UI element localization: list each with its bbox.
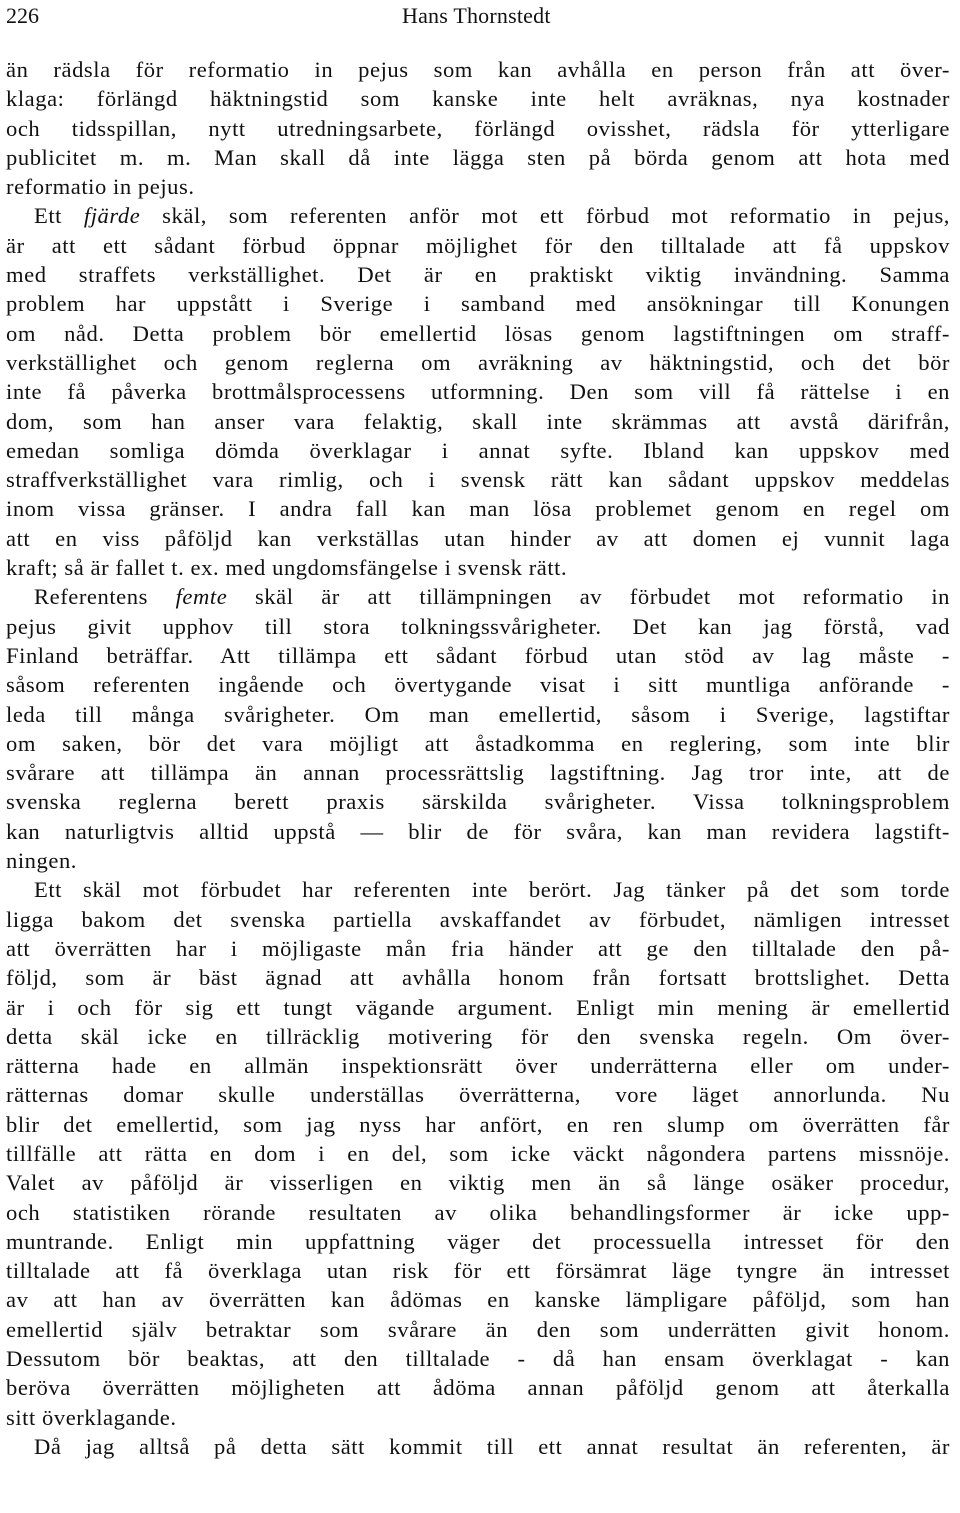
text-line: tilltalade att få överklaga utan risk för ett försämrat läge tyngre än intresset bbox=[6, 1258, 950, 1284]
text-line: såsom referenten ingående och övertygande visat i sitt muntliga anförande - bbox=[6, 672, 950, 698]
text-line: att en viss påföljd kan verkställas utan hinder av att domen ej vunnit laga bbox=[6, 525, 950, 551]
text-line: pejus givit upphov till stora tolkningssvårigheter. Det kan jag förstå, vad bbox=[6, 613, 950, 639]
text-line: inom vissa gränser. I andra fall kan man lösa problemet genom en regel om bbox=[6, 496, 950, 522]
text-line: sitt överklagande. bbox=[6, 1404, 177, 1430]
text-line: straffverkställighet vara rimlig, och i svensk rätt kan sådant uppskov meddelas bbox=[6, 467, 950, 493]
paragraph bbox=[6, 201, 950, 582]
text-line: och statistiken rörande resultaten av olika behandlingsformer är icke upp- bbox=[6, 1199, 950, 1225]
text-line: är att ett sådant förbud öppnar möjlighet för den tilltalade att få uppskov bbox=[6, 232, 950, 258]
paragraph bbox=[6, 875, 950, 1432]
text-line: reformatio in pejus. bbox=[6, 174, 195, 200]
text-line: följd, som är bäst ägnad att avhålla honom från fortsatt brottslighet. Detta bbox=[6, 965, 950, 991]
text-line: rätterna hade en allmän inspektionsrätt över underrätterna eller om under- bbox=[6, 1053, 950, 1079]
text-line: ningen. bbox=[6, 848, 77, 874]
text-line: att överrätten har i möjligaste mån fria händer att ge den tilltalade den på- bbox=[6, 935, 950, 961]
text-line: kan naturligtvis alltid uppstå — blir de för svåra, kan man revidera lagstift- bbox=[6, 818, 950, 844]
text-line: och tidsspillan, nytt utredningsarbete, förlängd ovisshet, rädsla för ytterligare bbox=[6, 115, 950, 141]
text-line: muntrande. Enligt min uppfattning väger det processuella intresset för den bbox=[6, 1228, 950, 1254]
text-line: Finland beträffar. Att tillämpa ett sådant förbud utan stöd av lag måste - bbox=[6, 642, 950, 668]
text-line: med straffets verkställighet. Det är en praktiskt viktig invändning. Samma bbox=[6, 262, 950, 288]
text-line: Referentens femte skäl är att tillämpningen av förbudet mot reformatio in bbox=[34, 584, 950, 610]
text-line: detta skäl icke en tillräcklig motivering för den svenska regeln. Om över- bbox=[6, 1023, 950, 1049]
page-number: 226 bbox=[6, 3, 39, 28]
text-line: är i och för sig ett tungt vägande argument. Enligt min mening är emellertid bbox=[6, 994, 950, 1020]
text-line: kraft; så är fallet t. ex. med ungdomsfängelse i svensk rätt. bbox=[6, 555, 568, 581]
text-line: om saken, bör det vara möjligt att åstadkomma en reglering, som inte blir bbox=[6, 730, 950, 756]
text-line: publicitet m. m. Man skall då inte lägga sten på börda genom att hota med bbox=[6, 144, 950, 170]
text-line: svårare att tillämpa än annan processrättslig lagstiftning. Jag tror inte, att de bbox=[6, 760, 950, 786]
text-line: om nåd. Detta problem bör emellertid lösas genom lagstiftningen om straff- bbox=[6, 320, 950, 346]
text-line: tillfälle att rätta en dom i en del, som icke väckt någondera partens missnöje. bbox=[6, 1140, 950, 1166]
body-text bbox=[6, 55, 950, 1461]
text-line: klaga: förlängd häktningstid som kanske inte helt avräknas, nya kostnader bbox=[6, 86, 950, 112]
text-line: Ett fjärde skäl, som referenten anför mot ett förbud mot reformatio in pejus, bbox=[34, 203, 950, 229]
text-line: Ett skäl mot förbudet har referenten inte berört. Jag tänker på det som torde bbox=[34, 877, 950, 903]
paragraph bbox=[6, 55, 950, 201]
text-line: av att han av överrätten kan ådömas en kanske lämpligare påföljd, som han bbox=[6, 1287, 950, 1313]
text-line: leda till många svårigheter. Om man emellertid, såsom i Sverige, lagstiftar bbox=[6, 701, 950, 727]
paragraph bbox=[6, 582, 950, 875]
text-line: verkställighet och genom reglerna om avräkning av häktningstid, och det bör bbox=[6, 349, 950, 375]
paragraph bbox=[6, 1432, 950, 1461]
text-line: dom, som han anser vara felaktig, skall inte skrämmas att avstå därifrån, bbox=[6, 408, 950, 434]
text-line: Då jag alltså på detta sätt kommit till ett annat resultat än referenten, är bbox=[34, 1433, 950, 1459]
emphasis: fjärde bbox=[83, 203, 141, 229]
text-line: än rädsla för reformatio in pejus som kan avhålla en person från att över- bbox=[6, 57, 950, 82]
text-line: inte få påverka brottmålsprocessens utformning. Den som vill få rättelse i en bbox=[6, 379, 950, 405]
text-line: ligga bakom det svenska partiella avskaffandet av förbudet, nämligen intresset bbox=[6, 906, 950, 932]
text-line: svenska reglerna berett praxis särskilda svårigheter. Vissa tolkningsproblem bbox=[6, 789, 950, 815]
text-line: rätternas domar skulle underställas överrätterna, vore läget annorlunda. Nu bbox=[6, 1082, 950, 1108]
text-line: problem har uppstått i Sverige i samband med ansökningar till Konungen bbox=[6, 291, 950, 317]
text-line: emedan somliga dömda överklagar i annat syfte. Ibland kan uppskov med bbox=[6, 437, 950, 463]
text-line: blir det emellertid, som jag nyss har anfört, en ren slump om överrätten får bbox=[6, 1111, 950, 1137]
text-line: Dessutom bör beaktas, att den tilltalade - då han ensam överklagat - kan bbox=[6, 1346, 950, 1372]
text-line: Valet av påföljd är visserligen en viktig men än så länge osäker procedur, bbox=[6, 1170, 950, 1196]
text-line: beröva överrätten möjligheten att ådöma annan påföljd genom att återkalla bbox=[6, 1375, 950, 1401]
emphasis: femte bbox=[175, 584, 228, 610]
running-head-author: Hans Thornstedt bbox=[402, 3, 551, 28]
running-header bbox=[6, 2, 950, 32]
text-line: emellertid själv betraktar som svårare än den som underrätten givit honom. bbox=[6, 1316, 950, 1342]
